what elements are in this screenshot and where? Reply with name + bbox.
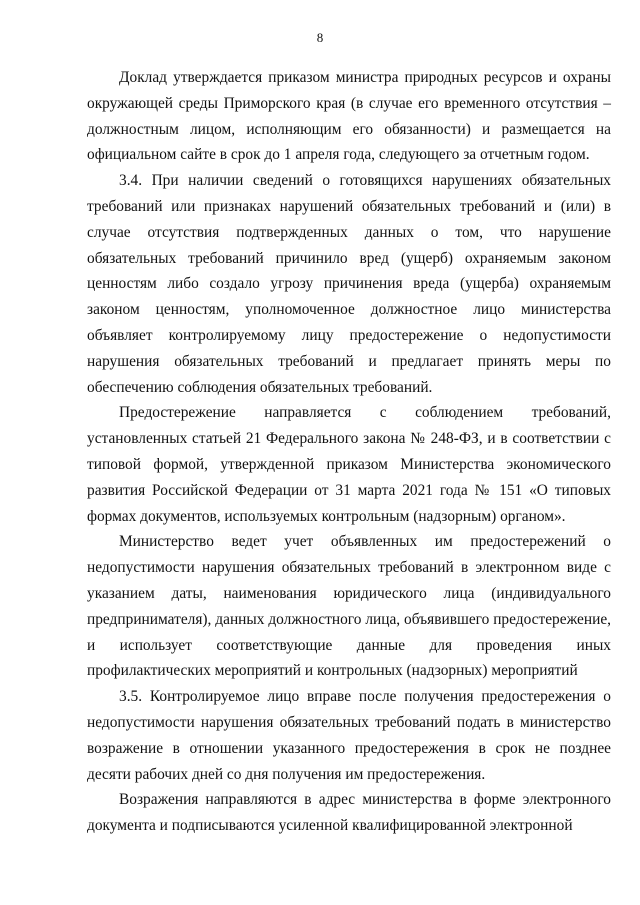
paragraph-3-4-warning: 3.4. При наличии сведений о готовящихся нарушениях обязательных требований или признаках нарушений обязательных требований и (или) в случае отсутствия подтвержденных данных о том, что нарушение обязательных требований причинило вред (ущерб) охраняемым законом ценностям либо создало угрозу причинения вреда (ущерба) охраняемым законом ценностям, уполномоченное должностное лицо министерства объявляет контролируемому лицу предостережение о недопустимости нарушения обязательных требований и предлагает принять меры по обеспечению соблюдения обязательных требований. [87,172,611,396]
document-body [87,65,611,839]
paragraph-objections-sent: Возражения направляются в адрес министерства в форме электронного документа и подписываются усиленной квалифицированной электронной [87,791,611,835]
paragraph-3-5-objection: 3.5. Контролируемое лицо вправе после получения предостережения о недопустимости нарушения обязательных требований подать в министерство возражение в отношении указанного предостережения в срок не позднее десяти рабочих дней со дня получения им предостережения. [87,688,611,783]
page-number: 8 [316,30,324,45]
paragraph-ministry-records: Министерство ведет учет объявленных им предостережений о недопустимости нарушения обязательных требований в электронном виде с указанием даты, наименования юридического лица (индивидуального предпринимателя), данных должностного лица, объявившего предостережение, и использует соответствующие данные для проведения иных профилактических мероприятий и контрольных (надзорных) мероприятий [87,533,611,680]
paragraph-warning-sent: Предостережение направляется с соблюдением требований, установленных статьей 21 Федерального закона № 248-ФЗ, и в соответствии с типовой формой, утвержденной приказом Министерства экономического развития Российской Федерации от 31 марта 2021 года № 151 «О типовых формах документов, используемых контрольным (надзорным) органом». [87,404,611,525]
paragraph-report-approval: Доклад утверждается приказом министра природных ресурсов и охраны окружающей среды Приморского края (в случае его временного отсутствия – должностным лицом, исполняющим его обязанности) и размещается на официальном сайте в срок до 1 апреля года, следующего за отчетным годом. [87,69,611,164]
